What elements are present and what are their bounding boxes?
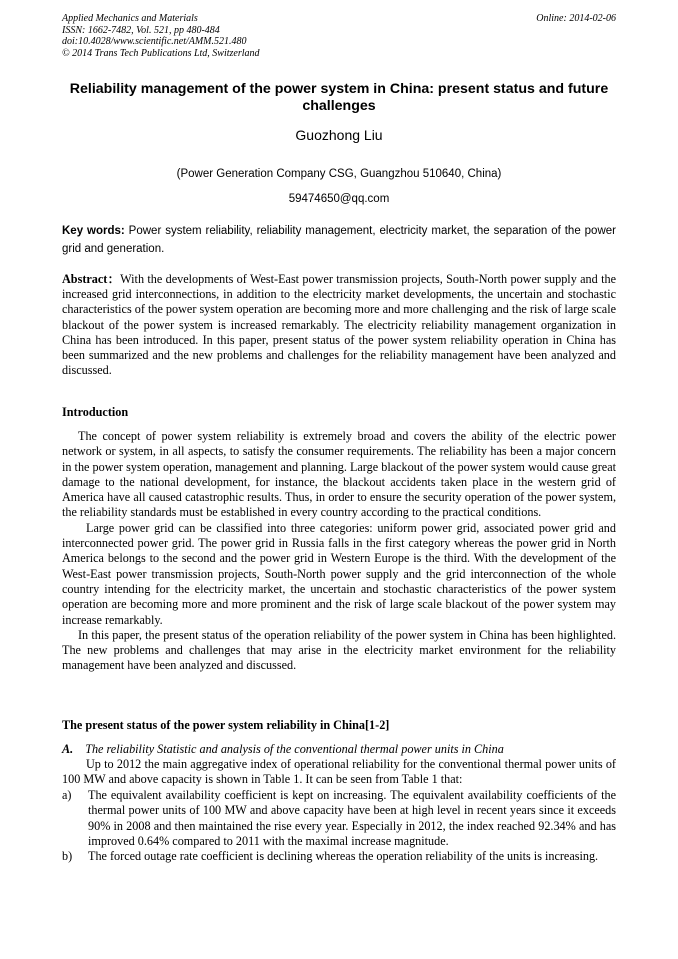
introduction-body: [62, 429, 616, 674]
introduction-heading: Introduction: [62, 405, 129, 419]
subsection-a-heading: [62, 742, 504, 757]
abstract-text: With the developments of West-East power transmission projects, South-North power supply and the increased grid interconnections, in addition to the electricity market developments, the uncertain and stochastic characteristics of the power system operation are becoming more and more challenging and the risk of large scale blackout of the power system is increased remarkably. The electricity reliability management organization in China has been introduced. In this paper, present status of the power system reliability operation in China has been summarized and the new problems and challenges for the reliability management have been analyzed and discussed.: [62, 272, 616, 378]
keywords-text: Power system reliability, reliability management, electricity market, the separation of the power grid and generation.: [62, 225, 616, 255]
copyright-line: © 2014 Trans Tech Publications Ltd, Switzerland: [62, 47, 260, 59]
doi-line: doi:10.4028/www.scientific.net/AMM.521.480: [62, 36, 247, 47]
list-item-text: The equivalent availability coefficient is kept on increasing. The equivalent availability coefficients of the thermal power units of 100 MW and above capacity have been at high level in recent years since it exceeds 90% in 2008 and then maintained the rise every year. Especially in 2012, the index reached 92.34% and has improved 0.64% compared to 2011 with the maximal increase magnitude.: [88, 788, 616, 848]
abstract: [62, 272, 616, 378]
list-item: [62, 849, 616, 864]
subsection-a-number: A.: [62, 742, 74, 756]
paper-title: Reliability management of the power system in China: present status and future challenges: [69, 81, 609, 114]
journal-header: [62, 13, 260, 59]
journal-name: Applied Mechanics and Materials: [62, 13, 198, 24]
list-item-label: a): [62, 788, 72, 802]
status-section-text: Up to 2012 the main aggregative index of operational reliability for the conventional thermal power units of 100 MW and above capacity is shown in Table 1. It can be seen from Table 1 that:: [62, 757, 616, 787]
author-affiliation: (Power Generation Company CSG, Guangzhou 510640, China): [176, 168, 502, 180]
list-item-text: The forced outage rate coefficient is declining whereas the operation reliability of the units is increasing.: [88, 849, 599, 864]
list-item: [62, 788, 616, 849]
author-name: Guozhong Liu: [295, 127, 383, 143]
findings-list: [62, 788, 616, 864]
list-item-label: b): [62, 849, 73, 864]
keywords: [62, 222, 616, 258]
intro-paragraph: In this paper, the present status of the operation reliability of the power system in China has been highlighted. The new problems and challenges that may arise in the electricity market environment for the reliability management have been analyzed and discussed.: [62, 627, 616, 673]
intro-paragraph: The concept of power system reliability is extremely broad and covers the ability of the electric power network or system, in all aspects, to satisfy the consumer requirements. The reliability has been a major concern in the power system operation, management and planning. Large blackout of the power system would cause great damage to the national development, for instance, the blackout accidents taken place in the western grid of America have all caused catastrophic results. Thus, in order to ensure the security operation of the power system, the reliability standards must be established in every country according to the practical conditions.: [62, 429, 616, 520]
author-email: 59474650@qq.com: [288, 193, 390, 205]
online-date: Online: 2014-02-06: [536, 13, 616, 24]
status-section-heading: The present status of the power system reliability in China[1-2]: [62, 718, 390, 732]
issn-line: ISSN: 1662-7482, Vol. 521, pp 480-484: [62, 24, 220, 36]
subsection-a-title: The reliability Statistic and analysis of the conventional thermal power units in China: [85, 742, 504, 756]
abstract-label: Abstract：: [62, 272, 121, 286]
intro-paragraph: Large power grid can be classified into three categories: uniform power grid, associated power grid and interconnected power grid. The power grid in Russia falls in the first category whereas the power grid in North America belongs to the second and the power grid in Western Europe is the third. With the development of the West-East power transmission projects, South-North power supply and the grid interconnection of the whole country intending for the electricity market, the uncertain and stochastic characteristics of the power system operation are becoming more and more prominent and the risk of large scale blackout of the power system may increase remarkably.: [62, 520, 616, 627]
keywords-label: Key words:: [62, 225, 125, 237]
